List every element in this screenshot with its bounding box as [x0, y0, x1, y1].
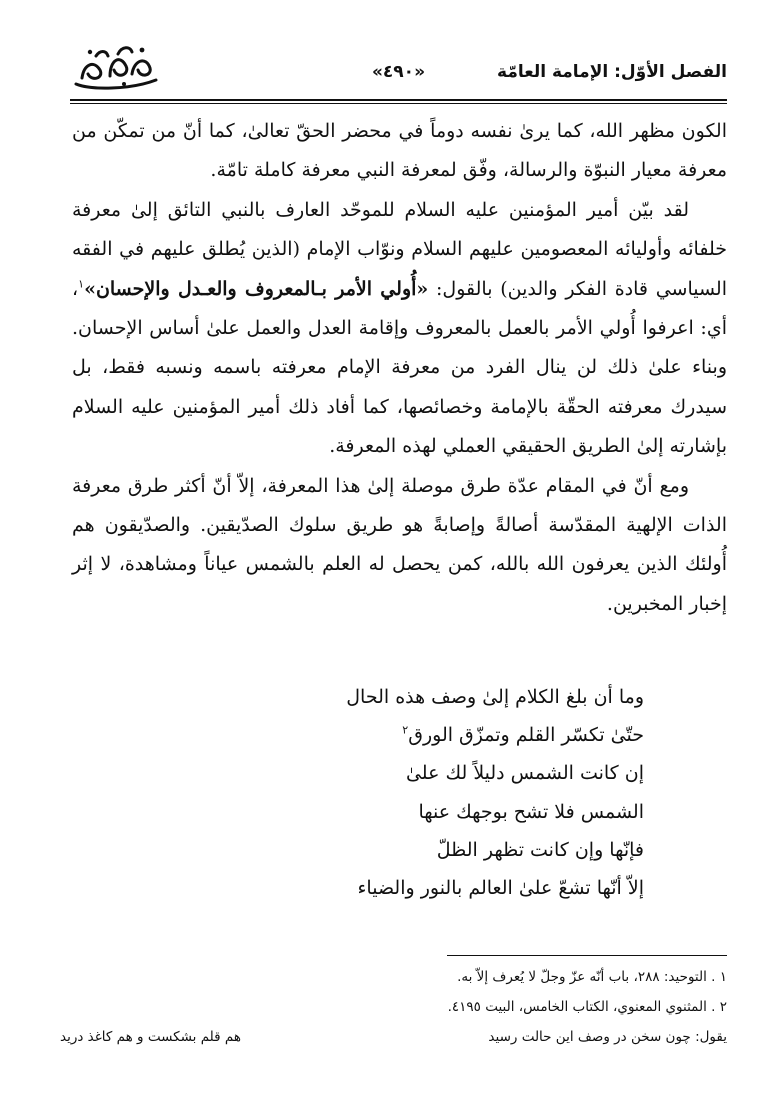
footnote-ref: ٢	[402, 723, 409, 737]
running-title: الفصل الأوّل: الإمامة العامّة	[497, 62, 727, 82]
paragraph-text: لقد بيّن أمير المؤمنين عليه السلام للموحّد العارف بالنبي التائق إلىٰ معرفة خلفائه وأوليائه المعصومين عليهم السلام ونوّاب الإمام (الذين يُطلق عليهم في الفقه السياسي قادة الفكر والدين) بالقول:	[72, 198, 727, 300]
main-text	[72, 112, 727, 624]
footnotes	[60, 962, 727, 1052]
footnote-2: ٢ . المثنوي المعنوي، الكتاب الخامس، البيت ٤١٩٥.	[447, 999, 727, 1015]
poem-line	[84, 716, 644, 754]
footnote-rule	[447, 955, 727, 956]
footnote-ref: ١	[78, 277, 85, 291]
poem-line: الشمس فلا تشح بوجهك عنها	[418, 800, 644, 823]
poem-line: إن كانت الشمس دليلاً لك علىٰ	[405, 762, 644, 785]
hadith-quote: «أُولي الأمر بـالمعروف والعـدل والإحسان»	[84, 277, 429, 300]
footnote-persian-verse	[60, 1022, 727, 1052]
poem-line: وما أن بلغ الكلام إلىٰ وصف هذه الحال	[346, 686, 644, 708]
paragraph-continuation: الكون مظهر الله، كما يرىٰ نفسه دوماً في محضر الحقّ تعالىٰ، كما أنّ من تمكّن من معرفة معيار النبوّة والرسالة، وفّق لمعرفة النبي معرفة كاملة تامّة.	[72, 120, 727, 182]
header-rule-thin	[70, 103, 727, 104]
calligraphy-ornament-icon	[70, 40, 162, 92]
paragraph-imam-knowledge	[72, 191, 727, 467]
verse-hemistich-1: يقول: چون سخن در وصف اين حالت رسيد	[488, 1029, 727, 1045]
verse-hemistich-2: هم قلم بشكست و هم كاغذ دريد	[60, 1029, 241, 1045]
page-number: «٤٩٠»	[371, 62, 426, 82]
paragraph-siddiqin: ومع أنّ في المقام عدّة طرق موصلة إلىٰ هذا المعرفة، إلاّ أنّ أكثر طرق معرفة الذات الإلهية المقدّسة أصالةً وإصابةً هو طريق سلوك الصدّيقين. والصدّيقون هم أُولئك الذين يعرفون الله بالله، كمن يحصل له العلم بالشمس عياناً ومشاهدة، لا إثر إخبار المخبرين.	[72, 474, 727, 615]
poem-block	[84, 678, 644, 907]
header-rule	[70, 99, 727, 101]
poem-line: إلاّ أنّها تشعّ علىٰ العالم بالنور والضياء	[357, 877, 644, 900]
footnote-1: ١ . التوحيد: ٢٨٨، باب أنّه عزّ وجلّ لا يُعرف إلاّ به.	[457, 969, 727, 985]
poem-line-text: حتّىٰ تكسّر القلم وتمزّق الورق	[408, 724, 644, 747]
page-header	[70, 36, 727, 100]
paragraph-text: ، أي: اعرفوا أُولي الأمر بالعمل بالمعروف وإقامة العدل والعمل علىٰ أساس الإحسان. وبناء علىٰ ذلك لن ينال الفرد من معرفة الإمام معرفته باسمه ونسبه فقط، بل سيدرك معرفته الحقّة بالإمامة وخصائصها، كما أفاد ذلك أمير المؤمنين عليه السلام بإشارته إلىٰ الطريق الحقيقي العملي لهذه المعرفة.	[72, 277, 727, 458]
poem-line: فإنّها وإن كانت تظهر الظلّ	[436, 838, 644, 861]
